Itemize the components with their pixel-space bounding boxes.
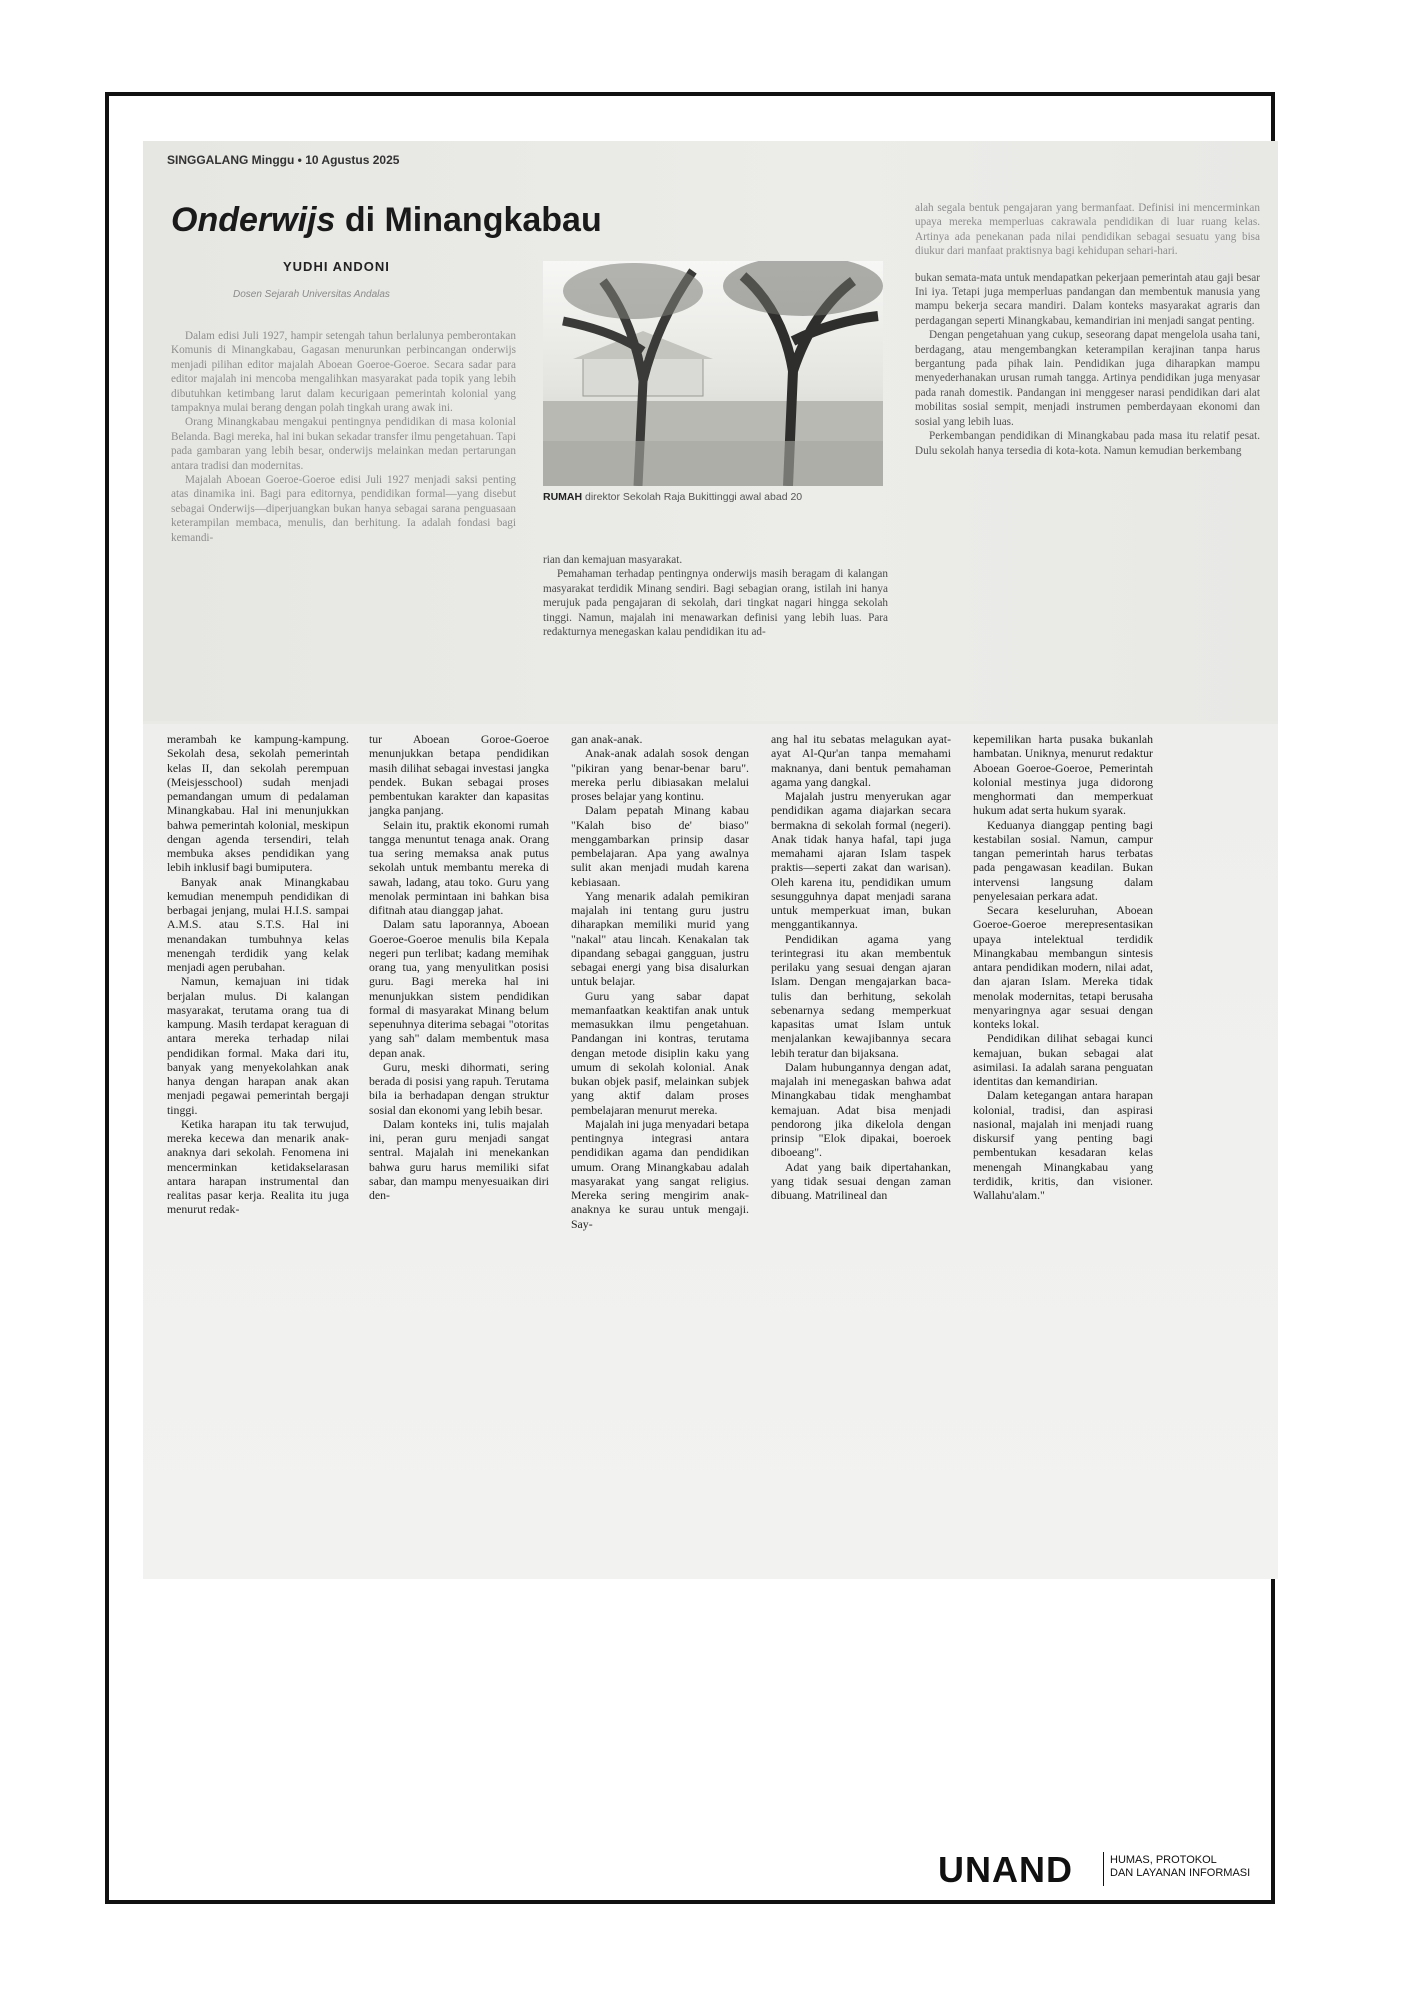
paragraph: Dalam satu laporannya, Aboean Goeroe-Goeroe menulis bila Kepala negeri pun terlibat; kadang memihak orang tua, yang menyulitkan posisi guru. Bagi mereka hal ini menunjukkan sistem pendidikan formal di masyarakat Minang belum sepenuhnya diterima sebagai "otoritas yang sah" dalam membentuk masa depan anak.	[369, 917, 549, 1060]
paragraph: Ketika harapan itu tak terwujud, mereka kecewa dan menarik anak-anaknya dari sekolah. Fenomena ini mencerminkan ketidakselarasan antara harapan instrumental dan realitas pasar kerja. Realita itu juga menurut redak-	[167, 1116, 349, 1217]
unit-line-2: DAN LAYANAN INFORMASI	[1110, 1867, 1251, 1879]
trees-photo-illustration	[543, 261, 883, 486]
paragraph: Pemahaman terhadap pentingnya onderwijs masih beragam di kalangan masyarakat terdidik Minang sendiri. Bagi sebagian orang, istilah ini hanya merujuk pada pengajaran di sekolah, dari tingkat nagari hingga sekolah tinggi. Namun, majalah ini menawarkan definisi yang lebih luas. Para redakturnya menegaskan kalau pendidikan itu ad-	[543, 568, 888, 639]
paragraph: alah segala bentuk pengajaran yang bermanfaat. Definisi ini mencerminkan upaya mereka memperluas cakrawala pendidikan di luar ruang kelas. Artinya ada penekanan pada nilai pendidikan sebagai sesuatu yang bisa diukur dari manfaat praktisnya bagi kehidupan sehari-hari.	[915, 202, 1260, 258]
paragraph: Majalah Aboean Goeroe-Goeroe edisi Juli 1927 menjadi saksi penting atas dinamika ini. Bagi para editornya, pendidikan formal—yang disebut sebagai Onderwijs—diperjuangkan bukan hanya sebagai sarana penguasaan keterampilan membaca, menulis, dan berhitung. Ia adalah fondasi bagi kemandi-	[171, 474, 516, 544]
paragraph: ang hal itu sebatas melagukan ayat-ayat Al-Qur'an tanpa memahami maknanya, dani bentuk pemahaman agama yang dangkal.	[771, 732, 951, 789]
paragraph: Orang Minangkabau mengakui pentingnya pendidikan di masa kolonial Belanda. Bagi mereka, hal ini bukan sekadar transfer ilmu pengetahuan. Tapi pada gambaran yang lebih besar, onderwijs melainkan medan pertarungan antara tradisi dan modernitas.	[171, 416, 516, 472]
paragraph: Anak-anak adalah sosok dengan "pikiran yang benar-benar baru". mereka perlu dibiasakan melalui proses belajar yang kontinu.	[571, 746, 749, 803]
clipping-top-section	[143, 141, 1278, 721]
masthead: SINGGALANG Minggu • 10 Agustus 2025	[167, 153, 400, 167]
paragraph: Keduanya dianggap penting bagi kestabilan sosial. Namun, campur tangan pemerintah harus terbatas pada pengawasan keadilan. Bukan intervensi langsung dalam penyelesaian perkara adat.	[973, 817, 1153, 903]
footer-unit-name	[1110, 1854, 1250, 1880]
paragraph: gan anak-anak.	[571, 732, 643, 746]
headline-italic: Onderwijs	[171, 201, 336, 239]
paragraph: Selain itu, praktik ekonomi rumah tangga menuntut tenaga anak. Orang tua sering memaksa anak putus sekolah untuk membantu mereka di sawah, ladang, atau toko. Guru yang menolak permintaan ini bahkan bisa difitnah atau dianggap jahat.	[369, 817, 549, 917]
paragraph: Dalam edisi Juli 1927, hampir setengah tahun berlalunya pemberontakan Komunis di Minangkabau, Gagasan menurunkan perbincangan onderwijs menjadi pilihan editor majalah Aboean Goeroe-Goeroe. Secara sadar para editor majalah ini mencoba mengalihkan masyarakat pada topik yang lebih dibutuhkan ketimbang larut dalam kecurigaan pemerintah kolonial yang tampaknya mulai berang dengan polah tingkah urang awak ini.	[171, 330, 516, 415]
paragraph: Majalah ini juga menyadari betapa pentingnya integrasi antara pendidikan agama dan pendidikan umum. Orang Minangkabau adalah masyarakat yang sangat religius. Mereka sering mengirim anak-anaknya ke surau untuk mengaji. Say-	[571, 1116, 749, 1231]
headline-rest: di Minangkabau	[335, 201, 602, 239]
article-photo	[543, 261, 883, 486]
paragraph: Perkembangan pendidikan di Minangkabau pada masa itu relatif pesat. Dulu sekolah hanya tersedia di kota-kota. Namun kemudian berkembang	[915, 430, 1260, 457]
paragraph: tur Aboean Goroe-Goeroe menunjukkan betapa pendidikan masih dilihat sebagai investasi jangka pendek. Bukan sebagai proses pembentukan karakter dan kapasitas jangka panjang.	[369, 732, 549, 818]
paragraph: Namun, kemajuan ini tidak berjalan mulus. Di kalangan masyarakat, terutama orang tua di kampung. Masih terdapat keraguan di antara mereka terhadap nilai pendidikan formal. Maka dari itu, banyak yang menyekolahkan anak hanya dengan harapan anak akan menjadi pegawai pemerintah bergaji tinggi.	[167, 974, 349, 1117]
paragraph: bukan semata-mata untuk mendapatkan pekerjaan pemerintah atau gaji besar Ini iya. Tetapi juga memperluas pandangan dan membentuk manusia yang mampu bekerja secara mandiri. Dalam konteks masyarakat agraris dan perdagangan seperti Minangkabau, kemandirian ini menjadi sangat penting.	[915, 271, 1260, 327]
unand-logo: UNAND	[938, 1849, 1073, 1890]
paragraph: merambah ke kampung-kampung. Sekolah desa, sekolah pemerintah kelas II, dan sekolah perempuan (Meisjesschool) sudah menjadi pemandangan umum di pedalaman Minangkabau. Hal ini menunjukkan bahwa pemerintah kolonial, meskipun dengan agenda tersendiri, telah membuka akses pendidikan yang lebih inklusif bagi bumiputera.	[167, 732, 349, 875]
bottom-column-2	[369, 732, 549, 1202]
paragraph: Guru, meski dihormati, sering berada di posisi yang rapuh. Terutama bila ia berhadapan dengan struktur sosial dan ekonomi yang lebih besar.	[369, 1059, 549, 1117]
paragraph: Pendidikan dilihat sebagai kunci kemajuan, bukan sebagai alat asimilasi. Ia adalah sarana penguatan identitas dan kemandirian.	[973, 1031, 1153, 1088]
paragraph: Dalam konteks ini, tulis majalah ini, peran guru menjadi sangat sentral. Majalah ini menekankan bahwa guru harus memiliki sifat sabar, dan mampu menyesuaikan diri den-	[369, 1116, 549, 1202]
paragraph: rian dan kemajuan masyarakat.	[543, 554, 683, 566]
paragraph: Secara keseluruhan, Aboean Goeroe-Goeroe merepresentasikan upaya intelektual terdidik Minangkabau membangun sintesis antara pendidikan modern, nilai adat, dan ajaran Islam. Mereka tidak menolak modernitas, tetapi berusaha menyaringnya agar sesuai dengan konteks lokal.	[973, 903, 1153, 1031]
paragraph: Yang menarik adalah pemikiran majalah ini tentang guru justru diharapkan memiliki murid yang "nakal" atau lincah. Kenakalan tak dipandang sebagai gangguan, justru sebagai energi yang bisa disalurkan untuk belajar.	[571, 888, 749, 989]
author-affiliation: Dosen Sejarah Universitas Andalas	[233, 289, 390, 300]
paragraph: Adat yang baik dipertahankan, yang tidak sesuai dengan zaman dibuang. Matrilineal dan	[771, 1159, 951, 1202]
paragraph: Pendidikan agama yang terintegrasi itu akan membentuk perilaku yang sesuai dengan ajaran Islam. Dengan mengajarkan baca-tulis dan berhitung, sekolah sebenarnya sedang memperkuat kapasitas umat Islam untuk menjalankan kewajibannya secara lebih teratur dan bijaksana.	[771, 931, 951, 1060]
bottom-column-1	[167, 732, 349, 1217]
footer-divider	[1103, 1852, 1104, 1886]
top-column-3	[915, 201, 1260, 458]
bottom-column-4	[771, 732, 951, 1202]
caption-label: RUMAH	[543, 491, 583, 503]
byline: YUDHI ANDONI	[283, 259, 390, 274]
bottom-column-3	[571, 732, 749, 1231]
newspaper-clipping	[143, 141, 1278, 1579]
top-column-2	[543, 553, 888, 639]
unit-line-1: HUMAS, PROTOKOL	[1110, 1854, 1217, 1866]
paragraph: Banyak anak Minangkabau kemudian menempuh pendidikan di berbagai jenjang, mulai H.I.S. sampai A.M.S. atau S.T.S. Hal ini menandakan tumbuhnya kelas menengah terdidik yang kelak menjadi agen perubahan.	[167, 874, 349, 974]
paragraph: kepemilikan harta pusaka bukanlah hambatan. Uniknya, menurut redaktur Aboean Goeroe-Goeroe, Pemerintah kolonial mestinya juga didorong menghormati dan memperkuat hukum adat serta hukum syarak.	[973, 732, 1153, 818]
caption-text: direktor Sekolah Raja Bukittinggi awal abad 20	[582, 491, 803, 503]
paragraph: Guru yang sabar dapat memanfaatkan keaktifan anak untuk memasukkan ilmu pengetahuan. Pandangan ini kontras, terutama dengan metode disiplin kaku yang umum di sekolah kolonial. Anak bukan objek pasif, melainkan subjek yang aktif dalam proses pembelajaran menurut mereka.	[571, 988, 749, 1117]
bottom-column-5	[973, 732, 1153, 1202]
paragraph: Dalam ketegangan antara harapan kolonial, tradisi, dan aspirasi nasional, majalah ini menjadi ruang diskursif yang penting bagi pembentukan kesadaran kelas menengah Minangkabau yang terdidik, kritis, dan visioner. Wallahu'alam."	[973, 1088, 1153, 1202]
paragraph: Majalah justru menyerukan agar pendidikan agama diajarkan secara bermakna di sekolah formal (negeri). Anak tidak hanya hafal, tapi juga memahami ajaran Islam taspek praktis—seperti zakat dan warisan). Oleh karena itu, pendidikan umum sesungguhnya dapat menjadi sarana untuk memperkuat iman, bukan menggantikannya.	[771, 789, 951, 932]
paragraph: Dalam hubungannya dengan adat, majalah ini menegaskan bahwa adat Minangkabau tidak menghambat kemajuan. Adat bisa menjadi pendorong jika dikelola dengan prinsip "Elok dipakai, boeroek diboeang".	[771, 1059, 951, 1160]
clipping-bottom-section	[143, 724, 1278, 1579]
photo-caption	[543, 491, 888, 503]
article-headline	[171, 201, 602, 240]
top-column-1	[171, 329, 516, 545]
paragraph: Dengan pengetahuan yang cukup, seseorang dapat mengelola usaha tani, berdagang, atau mengembangkan keterampilan kerajinan tanpa harus bergantung pada pihak lain. Pendidikan juga diharapkan mampu menyederhanakan urusan rumah tangga. Artinya pendidikan juga menyasar pada ranah domestik. Pandangan ini menggeser narasi pendidikan dari alat mobilitas sosial sempit, menjadi instrumen pemberdayaan ekonomi dan sosial yang lebih luas.	[915, 329, 1260, 428]
paragraph: Dalam pepatah Minang kabau "Kalah biso de' biaso" menggambarkan prinsip dasar pembelajaran. Apa yang awalnya sulit akan menjadi mudah karena kebiasaan.	[571, 803, 749, 889]
